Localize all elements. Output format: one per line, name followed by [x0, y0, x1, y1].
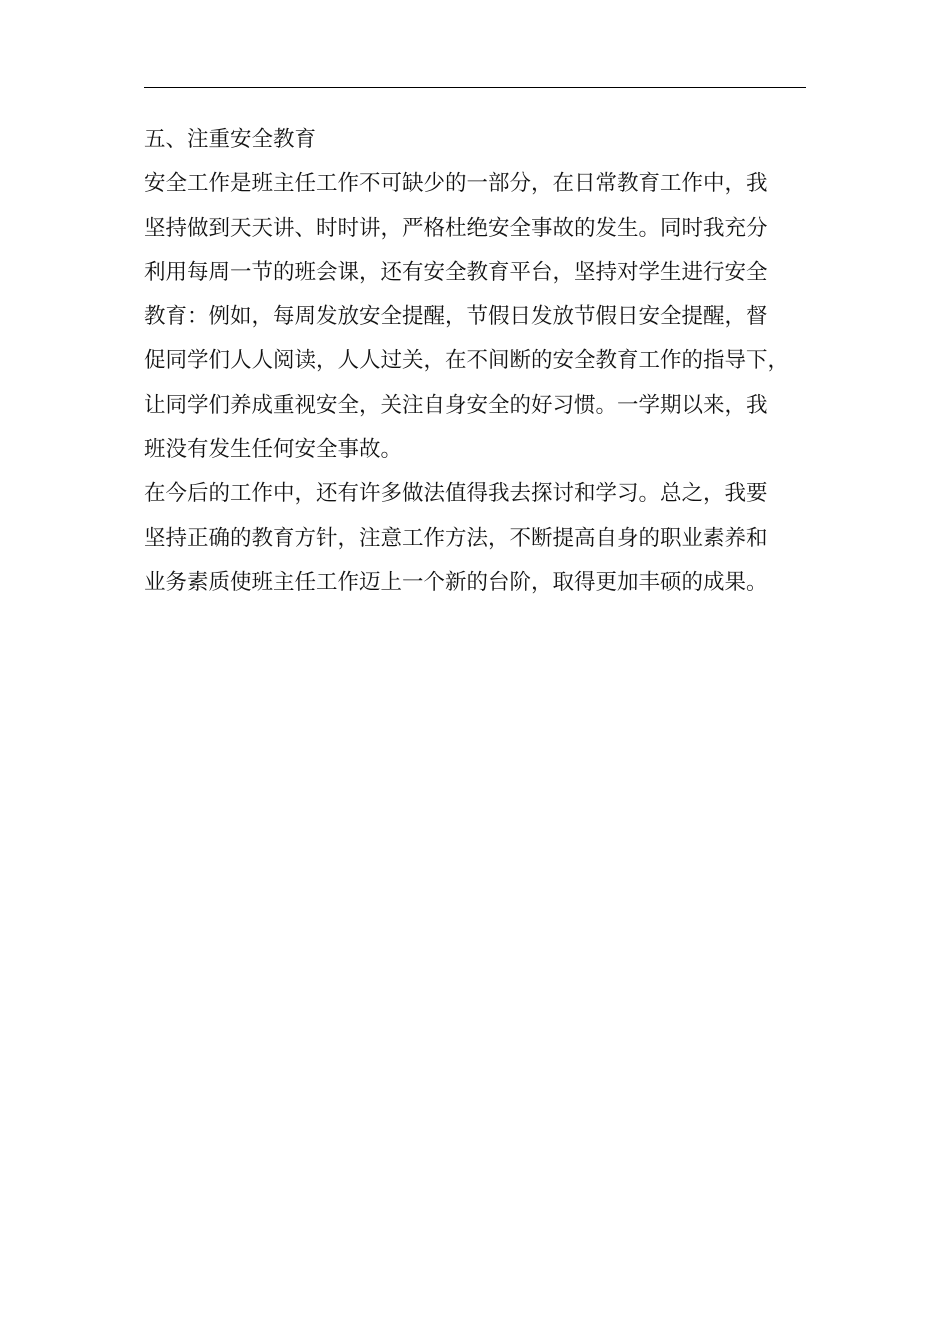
paragraph-line: 坚持做到天天讲、时时讲，严格杜绝安全事故的发生。同时我充分	[144, 215, 768, 241]
paragraph-line: 坚持正确的教育方针，注意工作方法，不断提高自身的职业素养和	[144, 525, 768, 551]
paragraph-line: 业务素质使班主任工作迈上一个新的台阶，取得更加丰硕的成果。	[144, 569, 768, 595]
paragraph-line: 让同学们养成重视安全，关注自身安全的好习惯。一学期以来，我	[144, 392, 768, 418]
paragraph-line: 利用每周一节的班会课，还有安全教育平台，坚持对学生进行安全	[144, 259, 768, 285]
paragraph-line: 促同学们人人阅读，人人过关，在不间断的安全教育工作的指导下，	[144, 348, 790, 374]
paragraph-line: 在今后的工作中，还有许多做法值得我去探讨和学习。总之，我要	[144, 481, 768, 507]
paragraph-conclusion	[144, 472, 812, 605]
header-rule	[144, 87, 806, 88]
paragraph-line: 安全工作是班主任工作不可缺少的一部分，在日常教育工作中，我	[144, 171, 768, 197]
document-body	[144, 118, 812, 605]
paragraph-line: 班没有发生任何安全事故。	[144, 437, 403, 463]
paragraph-line: 教育：例如，每周发放安全提醒，节假日发放节假日安全提醒，督	[144, 304, 768, 330]
section-heading: 五、注重安全教育	[144, 127, 317, 152]
paragraph-safety	[144, 162, 812, 472]
